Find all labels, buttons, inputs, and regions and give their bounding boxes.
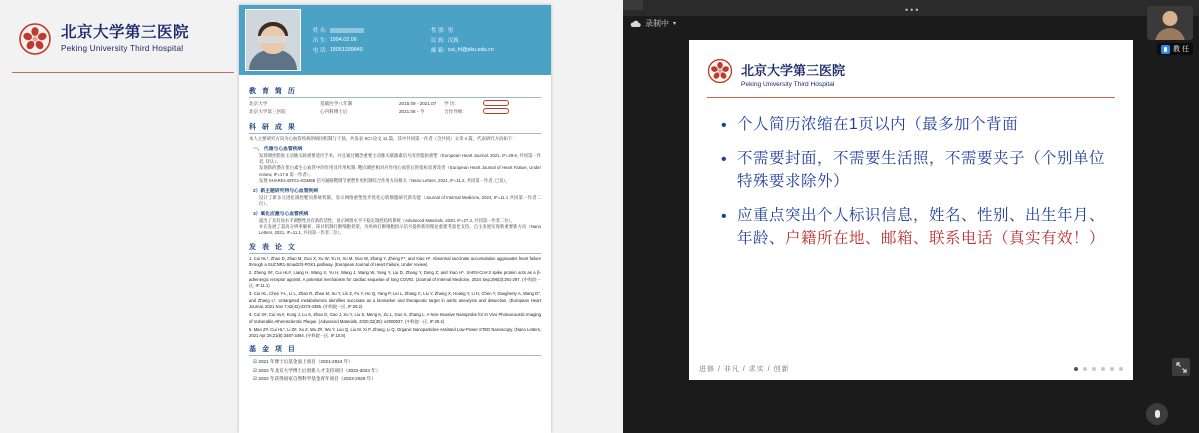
cv-fund-item: ☑ 2022 年获得国家自然科学基金青年项目（2023-2025 年） xyxy=(253,375,376,381)
cv-field-ethnicity xyxy=(431,36,543,44)
cv-field-label: 电 话: xyxy=(313,48,327,54)
peking-university-third-hospital-logo-icon xyxy=(18,22,52,56)
chevron-down-icon[interactable]: ▾ xyxy=(673,21,677,27)
window-tab[interactable] xyxy=(623,0,643,10)
cv-fund-item: ☑ 2021 年博士后基金面上项目（2021-2024 年） xyxy=(253,359,353,365)
header-divider xyxy=(12,72,234,73)
slide-footer xyxy=(689,358,1133,380)
pager-dot[interactable] xyxy=(1092,367,1096,371)
education-school: 北京大学第三医院 xyxy=(249,109,286,115)
shared-screen-stage[interactable] xyxy=(689,40,1133,380)
slide-bullet-list xyxy=(707,114,1115,250)
slide-pager[interactable] xyxy=(1074,367,1123,371)
slide-bullet xyxy=(721,148,1109,193)
redacted-value xyxy=(483,108,509,114)
cv-fund-text: 2021 年博士后基金面上项目（2021-2024 年） xyxy=(258,359,353,365)
cv-section-education-title: 教 育 简 历 xyxy=(249,88,297,95)
education-period: 2015.09 - 2021.07 xyxy=(399,101,437,106)
cv-body xyxy=(239,75,551,383)
cv-reference: 3. Cui HL, Chen Y-L, Li L, Zhao R, Zhao M, Xu Y, Lin Z, Fu Y, He Q, Yang P, Lei L, Zhang C, Liu Y, Zhang X, Hoang Y, Li H, Chen Y, Daugherty A, Wang D*, and Zhang L*. Untargeted metabolomics identifies succinate as a biomarker and therapeutic target in aortic aneurysm and dissection. (European Heart Journal, 2021 Nov 7;42(42):4373-4385. (中科院一区, IF:29.2) xyxy=(249,291,541,309)
divider xyxy=(249,97,541,98)
cv-subheading: 3）氧化应激与心血管疾病 xyxy=(253,211,309,217)
slide-hospital-name xyxy=(741,60,845,88)
cv-section-publications-title: 发 表 论 文 xyxy=(249,243,297,251)
self-view-video-tile[interactable] xyxy=(1147,6,1193,40)
cv-field-email xyxy=(431,46,543,54)
pager-dot[interactable] xyxy=(1119,367,1123,371)
cv-field-label: 出 生: xyxy=(313,38,327,44)
education-degree: 心内科博士后 xyxy=(320,109,348,115)
cv-field-gender xyxy=(431,26,543,34)
expand-icon[interactable] xyxy=(1172,358,1190,376)
mic-icon xyxy=(1161,45,1170,54)
redacted-value xyxy=(483,100,509,106)
pager-dot[interactable] xyxy=(1110,367,1114,371)
education-role: 学 历: xyxy=(444,101,456,106)
cv-reference: 1. Cui HL*, Zhao D, Zhao M, Guo X, Xu W, Yu H, Xu M, Guo W, Zhang Y, Zheng F*, and Xiao H*. Abnormal succinate accumulation aggravates heart failure through a SUCNR1-Smad2/3-PGK1 pathway. (European Journal of Heart Failure, Under review) xyxy=(249,255,541,268)
cv-field-value: 1994.02.06 xyxy=(329,37,357,43)
cv-bullet: 发现 SHARE1-ERG1-KDM6B 信号通路靶调节重塑作用机制综合作用方向相关（Nano Letters, 2021, IF=11.2, 共同第一作者, 已发）。 xyxy=(259,178,510,184)
redacted-value xyxy=(330,28,364,33)
cv-section-research-title: 科 研 成 果 xyxy=(249,123,297,131)
cv-fund-item: ☑ 2022 年北京大学博士后创新人才支持项目（2022-2024 年） xyxy=(253,367,381,373)
cv-field-value: cui_hl@pku.edu.cn xyxy=(447,47,494,53)
hospital-header xyxy=(18,22,189,56)
cv-fund-text: 2022 年北京大学博士后创新人才支持项目（2022-2024 年） xyxy=(258,367,381,373)
cv-education-row xyxy=(249,108,541,116)
pager-dot[interactable] xyxy=(1083,367,1087,371)
cv-reference: 5. Mao Z#, Cui HL*, Li Z#, Xu Z, Wu Z#, Wu Y, Luo Q, Liu M, Xi P, Zhang, Li Q. Organic Nanoparticles-Assisted Low-Power STED Nanoscopy. (Nano Letters, 2021 Apr 28;21(8):3487-3494. (中科院一区, IF:10.8) xyxy=(249,326,541,339)
cv-bullet: 发现新的潜在蛋白素生心血管中的作用及作用机制, 靶向调控相对应作用心血管后的指标显著改善（European Heart Journal of Heart Failure, Under review, IF=17.6 第一作者）。 xyxy=(259,165,541,177)
cv-bullet: 提出了具有高水平调整性具有新的活性，显示网络水平不稳定调控结构系统（Advanced Materials, 2020, IF=27.4, 共同第一作者二位）。 xyxy=(259,217,516,223)
participant-name: 教 任 xyxy=(1173,46,1189,53)
slide-bullet-highlight: 户籍所在地、邮箱、联系电话（真实有效！） xyxy=(785,229,1106,247)
avatar xyxy=(1163,11,1178,26)
cv-field-value: 男 xyxy=(447,28,454,34)
cv-field-label: 姓 名: xyxy=(313,28,327,34)
slide-bullet-text: 个人简历浓缩在1页以内（最多加个背面 xyxy=(737,116,1019,133)
slide-bullet xyxy=(721,205,1109,250)
cv-education-row xyxy=(249,100,541,108)
cv-bullet: 并在发展了超高分辨率解析，探讨机制打断细胞骨架，为疾病打断细胞指示信号提供新的理论重建考量也支持，自主发展实现新重要新方向（Nano Letters, 2021, IF=11.1, 共同第一作者二位）。 xyxy=(259,224,541,236)
participant-name-chip xyxy=(1157,43,1193,55)
cv-section-funding-title: 基 金 项 目 xyxy=(249,346,297,354)
slide-footer-text: 进修 / 非凡 / 求实 / 创新 xyxy=(699,366,790,373)
cv-fund-text: 2022 年获得国家自然科学基金青年项目（2023-2025 年） xyxy=(258,375,376,381)
hospital-name-en: Peking University Third Hospital xyxy=(61,44,184,54)
divider xyxy=(249,355,541,356)
more-options-dots-icon[interactable]: ••• xyxy=(905,5,921,15)
cv-field-birth xyxy=(313,36,425,44)
divider xyxy=(249,133,541,134)
education-role: 合作导师: xyxy=(444,109,464,115)
cv-field-value: 18051299840 xyxy=(329,47,363,53)
cv-reference: 2. Zheng X#, Cui HL#, Liang H, Wang X, Yu H, Wang J, Wang W, Yang Y, Liu D, Zhang Y, Dong Z, and Xiao H*. SARS-CoV-2 spike protein acts as a β-adrenergic receptor agonist. A potential mechanism for cardiac sequelae of long COVID. (Journal of Internal Medicine, 2024 Sep;296(3):291-297. (中科院一区, IF:11.1) xyxy=(249,270,541,289)
slide-bullet xyxy=(721,114,1109,136)
slide-header xyxy=(707,58,1115,89)
peking-university-third-hospital-logo-icon xyxy=(707,58,733,89)
slide-bullet-text: 应重点突出个人标识信息，姓名、性别、出生年月、年龄、 xyxy=(737,207,1106,247)
cv-field-name xyxy=(313,26,425,34)
hospital-name-block xyxy=(61,24,189,53)
cv-subheading: 2）新主题研究特与心血管疾病 xyxy=(253,188,319,194)
recording-status[interactable] xyxy=(630,18,676,29)
pager-dot[interactable] xyxy=(1074,367,1078,371)
meeting-window xyxy=(623,0,1199,433)
pager-dot[interactable] xyxy=(1101,367,1105,371)
hospital-name-cn: 北京大学第三医院 xyxy=(61,24,190,42)
avatar xyxy=(1155,28,1185,40)
presentation-slide xyxy=(707,58,1115,348)
cv-field-phone xyxy=(313,46,425,54)
cv-bullet: 发现调控脂肪主动脉关联重要途径手术，并且通过概念重要主动脉关联激素信号改善脂肪重塑（European Heart Journal, 2021, IF=29.9, 共同第一作者, 待认）。 xyxy=(259,152,541,164)
education-school: 北京大学 xyxy=(249,101,268,106)
cv-research-intro: 本人主要研究方向为心血管疾病的病因机制与干预。共发表 SCI 论文 11 篇，其中共同第一作者（含共同）文章 4 篇，代表研究方向如下： xyxy=(249,135,517,141)
cv-reference: 4. Cui X#, Cui HL#, Kong J, Lu S, Zhao D, Gao J, Xu Y, Liu S, Meng K, Zu L, Guo S, Zhang L. A Non-Invasive Nanoprobe for In Vivo Photoacoustic Imaging of Vulnerable Atherosclerotic Plaque. (Advanced Materials, 2020;32(30): e2000037. (中科院一区, IF:29.4) xyxy=(249,312,541,324)
cv-document[interactable] xyxy=(239,5,551,433)
divider xyxy=(249,253,541,254)
slide-hospital-name-cn: 北京大学第三医院 xyxy=(741,62,846,78)
recording-label: 录制中 xyxy=(645,19,669,28)
cv-field-label: 民 族: xyxy=(431,38,445,44)
cv-field-value: 汉族 xyxy=(447,38,459,44)
cv-field-label: 邮 箱: xyxy=(431,48,445,54)
cv-portrait-photo xyxy=(245,9,301,71)
cv-subheading: 一、 代谢与心血管疾病 xyxy=(253,146,303,152)
cv-field-label: 性 别: xyxy=(431,28,445,34)
cloud-recording-icon xyxy=(630,20,641,28)
slide-hospital-name-en: Peking University Third Hospital xyxy=(741,80,835,88)
education-period: 2021.08 - 今 xyxy=(399,109,425,115)
cv-header-banner xyxy=(239,5,551,75)
mic-icon xyxy=(1155,410,1160,418)
slide-divider xyxy=(707,97,1115,98)
cv-personal-fields xyxy=(301,26,543,54)
mic-toggle-button[interactable] xyxy=(1146,403,1168,425)
slide-bullet-text: 不需要封面，不需要生活照，不需要夹子（个别单位特殊要求除外） xyxy=(737,150,1106,190)
cv-bullet: 设计了新多元进化调控靶向系统机制，显示网络重塑进步优化心肌细胞研究新功能（Journal of Internal Medicine, 2024, IF=11.1 共同第一作者二位）。 xyxy=(259,194,541,207)
education-degree: 基础医学八年制 xyxy=(320,101,353,106)
